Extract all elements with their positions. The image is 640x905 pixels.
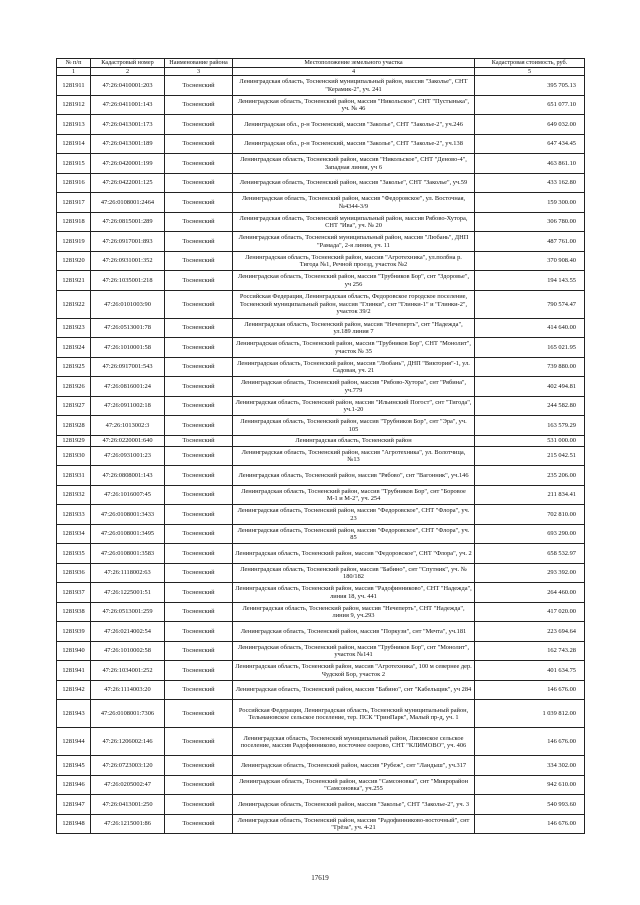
land-plot-location: Ленинградская область, Тосненский район, массив "Трубников Бор", снт "Монолит", участок №141 (233, 641, 475, 661)
cadastral-number: 47:26:0411001:143 (91, 95, 165, 115)
row-index: 1281930 (57, 446, 91, 466)
cadastral-number: 47:26:0815001:289 (91, 212, 165, 232)
cadastral-number: 47:26:1010001:58 (91, 338, 165, 358)
land-plot-location: Ленинградская обл., р-н Тосненский, массив "Заколье", СНТ "Заколье-2", уч.246 (233, 115, 475, 135)
land-plot-location: Ленинградская область, Тосненский район, массив "Бабино", снт "Кабельщик", уч 284 (233, 680, 475, 700)
row-index: 1281941 (57, 661, 91, 681)
row-index: 1281914 (57, 134, 91, 154)
cadastral-number: 47:26:1035001:218 (91, 271, 165, 291)
cadastral-value: 215 042.51 (475, 446, 585, 466)
header-number-row (57, 68, 585, 76)
cadastral-value-table (56, 58, 585, 834)
table-row (57, 76, 585, 96)
table-row (57, 115, 585, 135)
district-name: Тосненский (165, 290, 233, 318)
land-plot-location: Ленинградская область, Тосненский район, массив "Трубников Бор", СНТ "Монолит", участок № 35 (233, 338, 475, 358)
cadastral-number: 47:26:0410001:203 (91, 76, 165, 96)
cadastral-value: 264 460.00 (475, 583, 585, 603)
cadastral-number: 47:26:0101003:90 (91, 290, 165, 318)
land-plot-location: Ленинградская область, Тосненский район, массив "Заколье", СНТ "Заколье-2", уч. 3 (233, 795, 475, 815)
row-index: 1281919 (57, 232, 91, 252)
cadastral-value: 647 434.45 (475, 134, 585, 154)
land-plot-location: Ленинградская область, Тосненский район, массив "Любань", ДНП "Виктория"-1, ул. Садовая, уч. 21 (233, 357, 475, 377)
cadastral-value: 370 908.40 (475, 251, 585, 271)
table-row (57, 435, 585, 446)
district-name: Тосненский (165, 814, 233, 834)
land-plot-location: Ленинградская область, Тосненский район, массив "Бабино", снт "Спутник", уч. № 180/182 (233, 563, 475, 583)
cadastral-value: 165 021.95 (475, 338, 585, 358)
cadastral-number: 47:26:0413001:189 (91, 134, 165, 154)
row-index: 1281911 (57, 76, 91, 96)
row-index: 1281925 (57, 357, 91, 377)
table-row (57, 357, 585, 377)
cadastral-number: 47:26:0220001:640 (91, 435, 165, 446)
land-plot-location: Ленинградская область, Тосненский район, массив "Агротехника", ул.полбна р. Тигода №1, Речной проезд, участок №2 (233, 251, 475, 271)
cadastral-number: 47:26:1118002:63 (91, 563, 165, 583)
cadastral-number: 47:26:1034001:252 (91, 661, 165, 681)
header-number: 5 (475, 68, 585, 76)
district-name: Тосненский (165, 357, 233, 377)
district-name: Тосненский (165, 173, 233, 193)
row-index: 1281935 (57, 544, 91, 564)
table-row (57, 814, 585, 834)
land-plot-location: Ленинградская область, Тосненский район, массив "Никольское", СНТ "Пустынька", уч. № 46 (233, 95, 475, 115)
district-name: Тосненский (165, 435, 233, 446)
cadastral-number: 47:26:1206002:146 (91, 728, 165, 756)
header-number: 2 (91, 68, 165, 76)
row-index: 1281928 (57, 416, 91, 436)
district-name: Тосненский (165, 622, 233, 642)
land-plot-location: Ленинградская область, Тосненский район, массив "Заколье", СНТ "Заколье", уч.59 (233, 173, 475, 193)
district-name: Тосненский (165, 396, 233, 416)
land-plot-location: Ленинградская область, Тосненский район, массив "Агротехника", ул. Волотчица, №13 (233, 446, 475, 466)
cadastral-number: 47:26:0422001:125 (91, 173, 165, 193)
land-plot-location: Ленинградская область, Тосненский район, массив "Федоровское", ул. Восточная, №4344-3/9 (233, 193, 475, 213)
land-plot-location: Ленинградская область, Тосненский район, массив "Федоровское", СНТ "Флора", уч. 2 (233, 544, 475, 564)
row-index: 1281944 (57, 728, 91, 756)
district-name: Тосненский (165, 95, 233, 115)
cadastral-number: 47:26:0723003:120 (91, 756, 165, 776)
land-plot-location: Ленинградская область, Тосненский район, массив "Самсоновка", снт "Микрорайон "Самсоновка", уч.255 (233, 775, 475, 795)
cadastral-number: 47:26:0108001:3433 (91, 505, 165, 525)
row-index: 1281912 (57, 95, 91, 115)
land-plot-location: Ленинградская область, Тосненский район, массив "Никольское", СНТ "Деново-4", Западная линия, уч 6 (233, 154, 475, 174)
row-index: 1281932 (57, 485, 91, 505)
row-index: 1281921 (57, 271, 91, 291)
table-row (57, 193, 585, 213)
table-row (57, 446, 585, 466)
land-plot-location: Ленинградская область, Тосненский район, массив "Рябово-Хутора", снт "Рябина", уч.779 (233, 377, 475, 397)
land-plot-location: Ленинградская область, Тосненский район, массив "Нечеперть", СНТ "Надежда", линия 9, уч.293 (233, 602, 475, 622)
district-name: Тосненский (165, 700, 233, 728)
cadastral-number: 47:26:0413001:250 (91, 795, 165, 815)
cadastral-value: 942 610.00 (475, 775, 585, 795)
cadastral-number: 47:26:0420001:199 (91, 154, 165, 174)
land-plot-location: Ленинградская область, Тосненский муниципальный район, массив "Заколье", СНТ "Керамик-2", уч. 241 (233, 76, 475, 96)
row-index: 1281943 (57, 700, 91, 728)
land-plot-location: Ленинградская область, Тосненский район, массив "Нечеперть", снт "Надежда", ул.189 линия 7 (233, 318, 475, 338)
land-plot-location: Ленинградская обл., р-н Тосненский, массив "Заколье", СНТ "Заколье-2", уч.138 (233, 134, 475, 154)
cadastral-value: 417 020.00 (475, 602, 585, 622)
cadastral-value: 334 302.00 (475, 756, 585, 776)
district-name: Тосненский (165, 795, 233, 815)
table-row (57, 641, 585, 661)
table-row (57, 505, 585, 525)
cadastral-value: 235 206.00 (475, 466, 585, 486)
district-name: Тосненский (165, 728, 233, 756)
table-body (57, 76, 585, 834)
table-row (57, 251, 585, 271)
district-name: Тосненский (165, 485, 233, 505)
header-number: 3 (165, 68, 233, 76)
district-name: Тосненский (165, 775, 233, 795)
table-row (57, 544, 585, 564)
table-row (57, 154, 585, 174)
district-name: Тосненский (165, 232, 233, 252)
land-plot-location: Ленинградская область, Тосненский район, массив "Федоровское", СНТ "Флора", уч. 85 (233, 524, 475, 544)
district-name: Тосненский (165, 583, 233, 603)
row-index: 1281922 (57, 290, 91, 318)
cadastral-value: 1 039 812.00 (475, 700, 585, 728)
cadastral-value: 223 694.64 (475, 622, 585, 642)
cadastral-value: 211 834.41 (475, 485, 585, 505)
cadastral-value: 395 705.13 (475, 76, 585, 96)
row-index: 1281924 (57, 338, 91, 358)
header-cadastral-value: Кадастровая стоимость, руб. (475, 59, 585, 68)
land-plot-location: Ленинградская область, Тосненский муниципальный район, массив Рябово-Хутора, СНТ "Ива", уч. № 20 (233, 212, 475, 232)
cadastral-value: 244 582.80 (475, 396, 585, 416)
cadastral-number: 47:26:0108001:3495 (91, 524, 165, 544)
district-name: Тосненский (165, 563, 233, 583)
table-row (57, 466, 585, 486)
district-name: Тосненский (165, 446, 233, 466)
cadastral-value: 790 574.47 (475, 290, 585, 318)
cadastral-value: 194 143.55 (475, 271, 585, 291)
cadastral-value: 531 000.00 (475, 435, 585, 446)
row-index: 1281927 (57, 396, 91, 416)
cadastral-value: 146 676.00 (475, 680, 585, 700)
table-row (57, 485, 585, 505)
cadastral-value: 306 780.00 (475, 212, 585, 232)
land-plot-location: Ленинградская область, Тосненский район, массив "Радофинниково-восточный", снт "Грёза", уч. 4-21 (233, 814, 475, 834)
district-name: Тосненский (165, 115, 233, 135)
cadastral-number: 47:26:0513001:259 (91, 602, 165, 622)
cadastral-number: 47:26:0205002:47 (91, 775, 165, 795)
cadastral-number: 47:26:0816001:24 (91, 377, 165, 397)
table-row (57, 416, 585, 436)
land-plot-location: Ленинградская область, Тосненский район, массив "Трубников Бор", снт "Боровое М-1 и М-2", уч. 254 (233, 485, 475, 505)
header-district: Наименование района (165, 59, 233, 68)
cadastral-number: 47:26:0931001:352 (91, 251, 165, 271)
land-plot-location: Ленинградская область, Тосненский район, массив "Радофинниково", СНТ "Надежда", линия 18, уч. 441 (233, 583, 475, 603)
district-name: Тосненский (165, 661, 233, 681)
row-index: 1281923 (57, 318, 91, 338)
cadastral-number: 47:26:1013002:3 (91, 416, 165, 436)
district-name: Тосненский (165, 602, 233, 622)
table-row (57, 318, 585, 338)
header-location: Местоположение земельного участка (233, 59, 475, 68)
table-row (57, 728, 585, 756)
land-plot-location: Ленинградская область, Тосненский район, массив "Трубников Бор", снт "Здоровье", уч 256 (233, 271, 475, 291)
land-plot-location: Ленинградская область, Тосненский район, массив "Трубников Бор", снт "Эра", уч. 105 (233, 416, 475, 436)
district-name: Тосненский (165, 416, 233, 436)
row-index: 1281918 (57, 212, 91, 232)
district-name: Тосненский (165, 544, 233, 564)
cadastral-number: 47:26:0108001:7306 (91, 700, 165, 728)
header-row (57, 59, 585, 68)
cadastral-number: 47:26:0931001:23 (91, 446, 165, 466)
row-index: 1281942 (57, 680, 91, 700)
document-page (56, 58, 584, 834)
row-index: 1281940 (57, 641, 91, 661)
cadastral-value: 693 290.00 (475, 524, 585, 544)
cadastral-value: 739 880.00 (475, 357, 585, 377)
land-plot-location: Ленинградская область, Тосненский район, массив "Агротехника", 100 м севернее дер. Чудской Бор, участок 2 (233, 661, 475, 681)
row-index: 1281946 (57, 775, 91, 795)
cadastral-value: 651 077.10 (475, 95, 585, 115)
cadastral-number: 47:26:0413001:173 (91, 115, 165, 135)
cadastral-number: 47:26:1016007:45 (91, 485, 165, 505)
cadastral-value: 293 392.00 (475, 563, 585, 583)
table-row (57, 583, 585, 603)
district-name: Тосненский (165, 193, 233, 213)
header-cadastral-number: Кадастровый номер (91, 59, 165, 68)
district-name: Тосненский (165, 505, 233, 525)
row-index: 1281939 (57, 622, 91, 642)
header-number: 4 (233, 68, 475, 76)
table-row (57, 700, 585, 728)
cadastral-value: 540 993.60 (475, 795, 585, 815)
land-plot-location: Ленинградская область, Тосненский муниципальный район, массив "Любань", ДНП "Рамада", 2-я линия, уч. 11 (233, 232, 475, 252)
district-name: Тосненский (165, 318, 233, 338)
cadastral-number: 47:26:0214002:54 (91, 622, 165, 642)
table-row (57, 622, 585, 642)
cadastral-value: 159 300.00 (475, 193, 585, 213)
row-index: 1281920 (57, 251, 91, 271)
land-plot-location: Ленинградская область, Тосненский район, массив "Ильинский Погост", снт "Тигода", уч.1-20 (233, 396, 475, 416)
cadastral-number: 47:26:1225001:51 (91, 583, 165, 603)
cadastral-number: 47:26:1215001:86 (91, 814, 165, 834)
row-index: 1281926 (57, 377, 91, 397)
row-index: 1281934 (57, 524, 91, 544)
cadastral-value: 401 634.75 (475, 661, 585, 681)
table-row (57, 290, 585, 318)
cadastral-value: 658 532.97 (475, 544, 585, 564)
district-name: Тосненский (165, 212, 233, 232)
cadastral-value: 146 676.00 (475, 728, 585, 756)
cadastral-value: 487 761.00 (475, 232, 585, 252)
land-plot-location: Ленинградская область, Тосненский район, массив "Поркузи", снт "Мечта", уч.181 (233, 622, 475, 642)
table-row (57, 338, 585, 358)
table-row (57, 396, 585, 416)
district-name: Тосненский (165, 154, 233, 174)
row-index: 1281916 (57, 173, 91, 193)
cadastral-value: 162 743.28 (475, 641, 585, 661)
district-name: Тосненский (165, 466, 233, 486)
table-row (57, 795, 585, 815)
district-name: Тосненский (165, 680, 233, 700)
row-index: 1281948 (57, 814, 91, 834)
page-number: 17619 (311, 874, 329, 882)
cadastral-number: 47:26:0108001:3583 (91, 544, 165, 564)
district-name: Тосненский (165, 524, 233, 544)
cadastral-value: 163 579.29 (475, 416, 585, 436)
cadastral-value: 702 810.00 (475, 505, 585, 525)
table-row (57, 661, 585, 681)
district-name: Тосненский (165, 756, 233, 776)
land-plot-location: Ленинградская область, Тосненский район, массив "Рубеж", снт "Ландыш", уч.317 (233, 756, 475, 776)
cadastral-number: 47:26:1010002:58 (91, 641, 165, 661)
row-index: 1281915 (57, 154, 91, 174)
district-name: Тосненский (165, 271, 233, 291)
land-plot-location: Ленинградская область, Тосненский район, массив "Федоровское", СНТ "Флора", уч. 23 (233, 505, 475, 525)
table-row (57, 756, 585, 776)
table-row (57, 212, 585, 232)
row-index: 1281937 (57, 583, 91, 603)
table-row (57, 524, 585, 544)
table-row (57, 271, 585, 291)
district-name: Тосненский (165, 338, 233, 358)
table-row (57, 563, 585, 583)
row-index: 1281917 (57, 193, 91, 213)
district-name: Тосненский (165, 641, 233, 661)
row-index: 1281933 (57, 505, 91, 525)
land-plot-location: Ленинградская область, Тосненский район (233, 435, 475, 446)
row-index: 1281913 (57, 115, 91, 135)
row-index: 1281947 (57, 795, 91, 815)
row-index: 1281931 (57, 466, 91, 486)
row-index: 1281929 (57, 435, 91, 446)
table-row (57, 232, 585, 252)
table-row (57, 377, 585, 397)
land-plot-location: Ленинградская область, Тосненский муниципальный район, Лисинское сельское поселение, массив Радофинниково, восточнее озерово, СНТ "КЛИМОВО", уч. 406 (233, 728, 475, 756)
table-row (57, 134, 585, 154)
cadastral-number: 47:26:0917001:543 (91, 357, 165, 377)
table-row (57, 95, 585, 115)
cadastral-number: 47:26:0513001:78 (91, 318, 165, 338)
table-row (57, 602, 585, 622)
land-plot-location: Российская Федерация, Ленинградская область, Федоровское городское поселение, Тосненский муниципальный район, массив "Глинки", снт "Глинки-1" и "Глинки-2", участок 39/2 (233, 290, 475, 318)
cadastral-value: 433 162.80 (475, 173, 585, 193)
land-plot-location: Российская Федерация, Ленинградская область, Тосненский муниципальный район, Тельмановское сельское поселение, тер. ПСК "ГринПарк", Малый пр-д, уч. 1 (233, 700, 475, 728)
table-row (57, 775, 585, 795)
district-name: Тосненский (165, 377, 233, 397)
row-index: 1281936 (57, 563, 91, 583)
cadastral-value: 402 494.81 (475, 377, 585, 397)
land-plot-location: Ленинградская область, Тосненский район, массив "Рябово", снт "Вагонник", уч.146 (233, 466, 475, 486)
cadastral-value: 414 640.00 (475, 318, 585, 338)
table-row (57, 173, 585, 193)
district-name: Тосненский (165, 251, 233, 271)
header-number: 1 (57, 68, 91, 76)
district-name: Тосненский (165, 76, 233, 96)
cadastral-number: 47:26:0911002:18 (91, 396, 165, 416)
cadastral-value: 649 032.00 (475, 115, 585, 135)
cadastral-number: 47:26:0917001:893 (91, 232, 165, 252)
header-index: № п/п (57, 59, 91, 68)
cadastral-value: 146 676.00 (475, 814, 585, 834)
cadastral-number: 47:26:1114003:20 (91, 680, 165, 700)
cadastral-number: 47:26:0108001:2464 (91, 193, 165, 213)
cadastral-value: 463 861.10 (475, 154, 585, 174)
table-row (57, 680, 585, 700)
cadastral-number: 47:26:0808001:143 (91, 466, 165, 486)
district-name: Тосненский (165, 134, 233, 154)
row-index: 1281938 (57, 602, 91, 622)
row-index: 1281945 (57, 756, 91, 776)
